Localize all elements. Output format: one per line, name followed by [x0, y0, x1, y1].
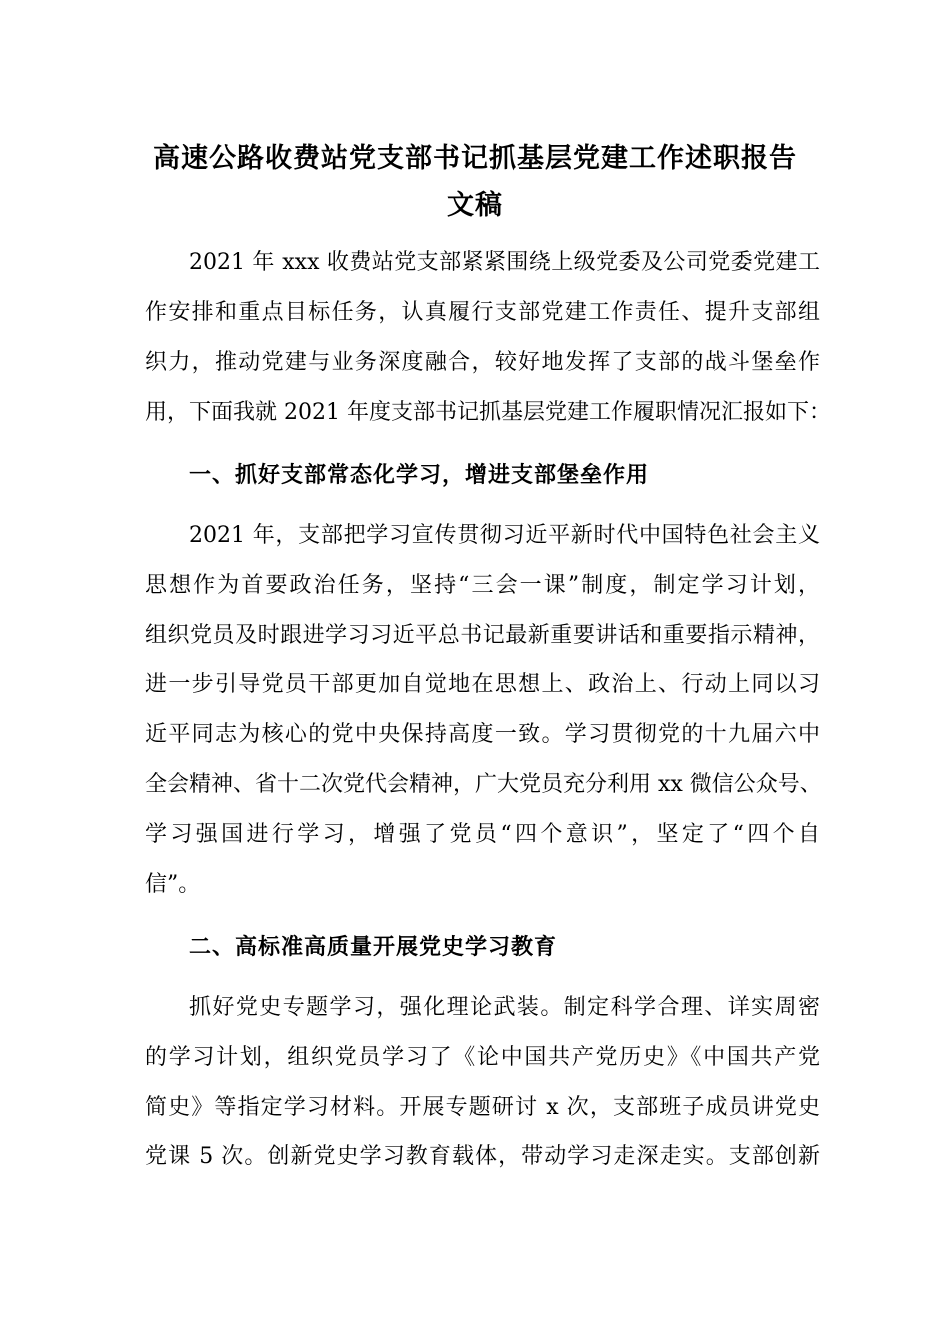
- section-1-line-7: 学习强国进行学习，增强了党员“四个意识”，坚定了“四个自: [145, 822, 820, 847]
- section-1-line-1: 2021 年，支部把学习宣传贯彻习近平新时代中国特色社会主义: [189, 523, 820, 548]
- section-heading-1: 一、抓好支部常态化学习，增进支部堡垒作用: [189, 462, 650, 488]
- section-2-line-3: 简史》等指定学习材料。开展专题研讨 x 次，支部班子成员讲党史: [145, 1095, 820, 1120]
- section-1-line-4: 进一步引导党员干部更加自觉地在思想上、政治上、行动上同以习: [145, 672, 820, 697]
- document-title-line-1: 高速公路收费站党支部书记抓基层党建工作述职报告: [153, 143, 797, 174]
- intro-line-4: 用，下面我就 2021 年度支部书记抓基层党建工作履职情况汇报如下：: [145, 400, 831, 425]
- section-1-line-3: 组织党员及时跟进学习习近平总书记最新重要讲话和重要指示精神，: [145, 623, 820, 648]
- intro-line-2: 作安排和重点目标任务，认真履行支部党建工作责任、提升支部组: [145, 300, 820, 325]
- section-1-line-2: 思想作为首要政治任务，坚持“三会一课”制度，制定学习计划，: [145, 573, 820, 598]
- section-2-line-1: 抓好党史专题学习，强化理论武装。制定科学合理、详实周密: [189, 995, 820, 1020]
- intro-line-3: 织力，推动党建与业务深度融合，较好地发挥了支部的战斗堡垒作: [145, 350, 820, 375]
- section-heading-2: 二、高标准高质量开展党史学习教育: [189, 934, 558, 960]
- intro-line-1: 2021 年 xxx 收费站党支部紧紧围绕上级党委及公司党委党建工: [189, 250, 820, 275]
- section-2-line-2: 的学习计划，组织党员学习了《论中国共产党历史》《中国共产党: [145, 1045, 820, 1070]
- section-1-line-8: 信”。: [145, 872, 201, 897]
- document-title-line-2: 文稿: [447, 190, 503, 221]
- section-2-line-4: 党课 5 次。创新党史学习教育载体，带动学习走深走实。支部创新: [145, 1144, 820, 1169]
- section-1-line-6: 全会精神、省十二次党代会精神，广大党员充分利用 xx 微信公众号、: [145, 772, 822, 797]
- section-1-line-5: 近平同志为核心的党中央保持高度一致。学习贯彻党的十九届六中: [145, 722, 820, 747]
